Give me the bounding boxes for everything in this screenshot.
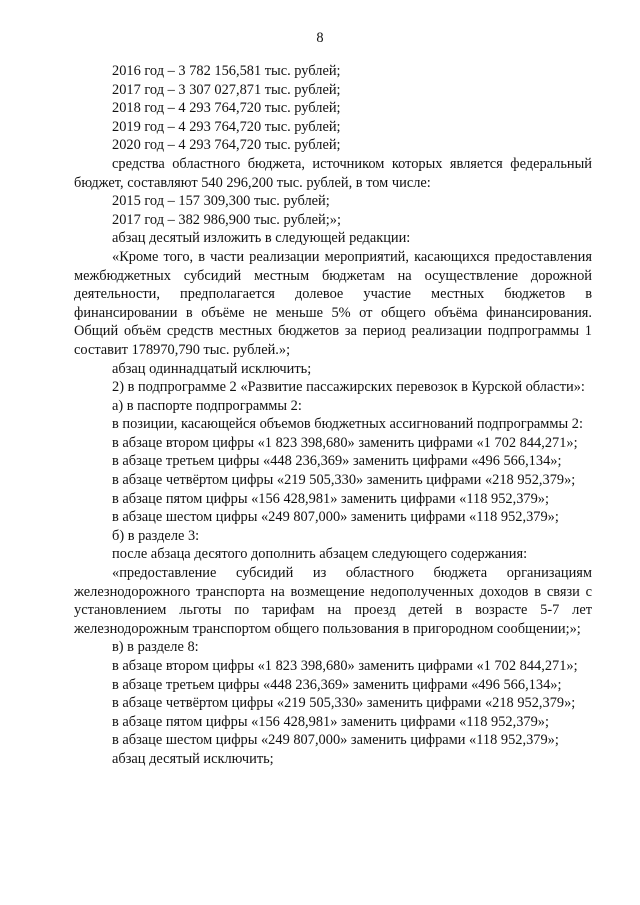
paragraph-federal-2017: 2017 год – 382 986,900 тыс. рублей;»; xyxy=(112,211,341,228)
paragraph-federal-2015: 2015 год – 157 309,300 тыс. рублей; xyxy=(112,193,330,210)
paragraph-section8-fifth: в абзаце пятом цифры «156 428,981» заменить цифрами «118 952,379»; xyxy=(112,713,549,730)
paragraph-federal-budget: средства областного бюджета, источником которых является федеральный бюджет, составляют 540 296,200 тыс. рублей, в том числе: xyxy=(74,155,592,191)
paragraph-passport-sixth: в абзаце шестом цифры «249 807,000» заменить цифрами «118 952,379»; xyxy=(112,509,559,526)
paragraph-instruction-eleventh: абзац одиннадцатый исключить; xyxy=(112,360,312,377)
paragraph-local-budgets: «Кроме того, в части реализации мероприятий, касающихся предоставления межбюджетных субсидий местным бюджетам на осуществление дорожной деятельности, предполагается долевое участие местных бюджетов в финансировании в объёме не меньше 5% от общего объёма финансирования. Общий объём средств местных бюджетов за период реализации подпрограммы 1 составит 178970,790 тыс. рублей.»; xyxy=(74,248,592,358)
paragraph-subprogram-2: 2) в подпрограмме 2 «Развитие пассажирских перевозок в Курской области»: xyxy=(112,379,585,396)
paragraph-funding-2018: 2018 год – 4 293 764,720 тыс. рублей; xyxy=(112,100,341,117)
page-number: 8 xyxy=(316,30,324,46)
paragraph-section8-fourth: в абзаце четвёртом цифры «219 505,330» заменить цифрами «218 952,379»; xyxy=(112,695,576,712)
paragraph-passport-fourth: в абзаце четвёртом цифры «219 505,330» заменить цифрами «218 952,379»; xyxy=(112,472,576,489)
paragraph-railway-subsidies: «предоставление субсидий из областного бюджета организациям железнодорожного транспорта на возмещение недополученных доходов в связи с установлением льготы по тарифам на проезд детей в возрасте 5-7 лет железнодорожным транспортом общего пользования в пригородном сообщении;»; xyxy=(74,565,592,637)
paragraph-allocations-position: в позиции, касающейся объемов бюджетных ассигнований подпрограммы 2: xyxy=(112,416,583,433)
paragraph-instruction-tenth: абзац десятый изложить в следующей редакции: xyxy=(112,230,411,247)
paragraph-funding-2020: 2020 год – 4 293 764,720 тыс. рублей; xyxy=(112,137,341,154)
paragraph-section8-sixth: в абзаце шестом цифры «249 807,000» заменить цифрами «118 952,379»; xyxy=(112,732,559,749)
paragraph-passport-third: в абзаце третьем цифры «448 236,369» заменить цифрами «496 566,134»; xyxy=(112,453,562,470)
paragraph-section8-second: в абзаце втором цифры «1 823 398,680» заменить цифрами «1 702 844,271»; xyxy=(112,658,578,674)
paragraph-after-tenth: после абзаца десятого дополнить абзацем следующего содержания: xyxy=(112,546,528,563)
paragraph-passport-fifth: в абзаце пятом цифры «156 428,981» заменить цифрами «118 952,379»; xyxy=(112,490,549,507)
paragraph-passport-second: в абзаце втором цифры «1 823 398,680» заменить цифрами «1 702 844,271»; xyxy=(112,434,578,451)
document-body xyxy=(74,62,592,769)
paragraph-funding-2016: 2016 год – 3 782 156,581 тыс. рублей; xyxy=(112,63,341,79)
paragraph-funding-2019: 2019 год – 4 293 764,720 тыс. рублей; xyxy=(112,118,341,135)
paragraph-section8-tenth: абзац десятый исключить; xyxy=(112,750,274,767)
paragraph-section-8: в) в разделе 8: xyxy=(112,639,199,656)
paragraph-section8-third: в абзаце третьем цифры «448 236,369» заменить цифрами «496 566,134»; xyxy=(112,676,562,693)
paragraph-section-3: б) в разделе 3: xyxy=(112,527,200,544)
paragraph-passport: а) в паспорте подпрограммы 2: xyxy=(112,397,302,414)
paragraph-funding-2017: 2017 год – 3 307 027,871 тыс. рублей; xyxy=(112,81,341,98)
